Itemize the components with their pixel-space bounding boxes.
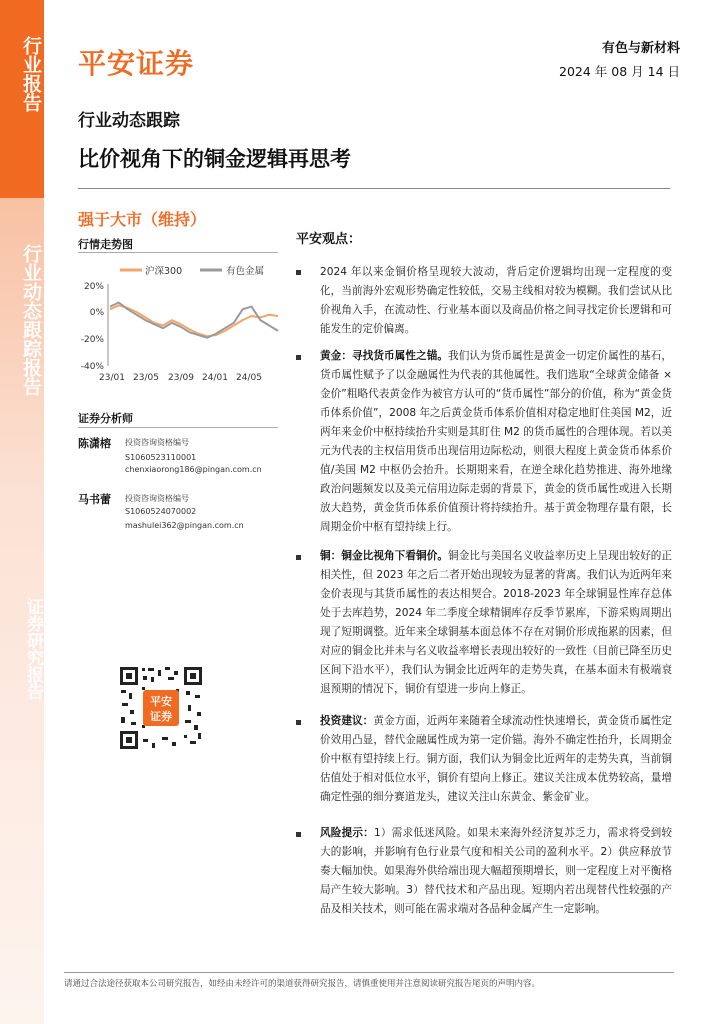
- analyst-cert-label: 投资咨询资格编号: [125, 438, 189, 447]
- sidebar-research-label: 证券研究报告: [23, 598, 43, 700]
- bullet-icon: [296, 832, 301, 837]
- chart-section-title: 行情走势图: [78, 238, 133, 251]
- report-date: 2024 年 08 月 14 日: [559, 64, 680, 79]
- paragraph-body: 2024 年以来金铜价格呈现较大波动，背后定价逻辑均出现一定程度的变化，当前海外宏观形势确定性较低，交易主线相对较为模糊。我们尝试从比价视角入手，在流动性、行业基本面以及商品价格之间寻找定价长逻辑和可能发生的定价偏离。: [320, 266, 672, 335]
- y-tick-label: 0%: [89, 308, 104, 318]
- x-tick-label: 24/01: [202, 373, 228, 383]
- company-logo: 平安证券: [78, 47, 195, 80]
- doc-type: 行业动态跟踪: [78, 111, 180, 131]
- view-paragraph: [320, 547, 672, 699]
- legend-label-metals: 有色金属: [226, 266, 265, 277]
- paragraph-lead: 风险提示：: [320, 827, 374, 839]
- paragraph-lead: 投资建议：: [320, 715, 374, 727]
- sidebar-report-category: 行业动态跟踪报告: [20, 244, 42, 396]
- y-tick-label: 20%: [83, 282, 104, 292]
- paragraph-body: 我们认为货币属性是黄金一切定价属性的基石，货币属性赋予了以金融属性为代表的其他属性。我们选取“全球黄金储备 ×金价”粗略代表黄金作为被官方认可的“货币属性”部分的价值，称为“黄金货币体系价值”，2008 年之后黄金货币体系价值相对稳定地盯住美国 M2，近两年来金价中枢持续抬升实则是其盯住 M2 的货币属性的合理体现。若以美元为代表的主权信用货币出现信用边际松动，则很大程度上黄金货币体系价值/美国 M2 中枢仍会抬升。长期期来看，在逆全球化趋势推进、海外地缘政治问题频发以及美元信用边际走弱的背景下，黄金的货币属性或进入长期放大趋势，黄金货币体系价值预计将持续抬升。基于黄金物理存量有限，长周期金价中枢有望持续上行。: [320, 350, 673, 533]
- analyst-cert-number: S1060523110001: [125, 453, 197, 462]
- y-tick-label: -20%: [80, 335, 104, 345]
- rating-badge: 强于大市（维持）: [78, 210, 207, 229]
- footer-divider: [64, 972, 674, 973]
- industry-label: 有色与新材料: [601, 41, 680, 56]
- analyst-section-title: 证券分析师: [78, 412, 133, 425]
- x-tick-label: 23/05: [133, 373, 159, 383]
- analyst-divider: [78, 427, 278, 428]
- x-tick-label: 24/05: [236, 373, 262, 383]
- y-tick-label: -40%: [80, 362, 104, 372]
- view-paragraph: [320, 712, 672, 807]
- view-paragraph: [320, 347, 672, 537]
- analyst-cert-number: S1060524070002: [125, 507, 197, 516]
- page-title: 比价视角下的铜金逻辑再思考: [78, 147, 351, 171]
- svg-text:证券: 证券: [150, 710, 172, 723]
- analyst-name: 陈潇榕: [78, 437, 111, 450]
- bullet-icon: [296, 555, 301, 560]
- x-tick-label: 23/01: [99, 373, 125, 383]
- paragraph-lead: 铜：铜金比视角下看铜价。: [320, 550, 449, 562]
- x-tick-label: 23/09: [168, 373, 194, 383]
- bullet-icon: [296, 355, 301, 360]
- analyst-name: 马书蕾: [78, 493, 111, 506]
- analyst-email[interactable]: mashulei362@pingan.com.cn: [125, 521, 244, 530]
- header-divider: [78, 188, 670, 189]
- bullet-icon: [296, 720, 301, 725]
- paragraph-body: 黄金方面，近两年来随着全球流动性快速增长，黄金货币属性定价效用凸显，替代金融属性成为第一定价锚。海外不确定性抬升，长周期金价中枢有望持续上行。铜方面，我们认为铜金比近两年的走势失真，当前铜估值处于相对低位水平，铜价有望向上修正。建议关注成本优势较高，量增确定性强的细分赛道龙头，建议关注山东黄金、紫金矿业。: [320, 715, 673, 803]
- analyst-email[interactable]: chenxiaorong186@pingan.com.cn: [125, 465, 262, 474]
- market-trend-chart: [78, 258, 282, 388]
- paragraph-body: 1）需求低迷风险。如果未来海外经济复苏乏力，需求将受到较大的影响，并影响有色行业景气度和相关公司的盈利水平。2）供应释放节奏大幅加快。如果海外供给端出现大幅超预期增长，则一定程度上对平衡格局产生较大影响。3）替代技术和产品出现。短期内若出现替代性较强的产品及相关技术，则可能在需求端对各品种金属产生一定影响。: [320, 827, 672, 915]
- view-paragraph: [320, 263, 672, 339]
- qr-code[interactable]: [118, 665, 204, 751]
- bullet-icon: [296, 270, 301, 275]
- paragraph-lead: 黄金：寻找货币属性之锚。: [320, 350, 449, 362]
- svg-text:平安: 平安: [150, 695, 172, 708]
- footer-disclaimer: 请通过合法途径获取本公司研究报告，如经由未经许可的渠道获得研究报告，请慎重使用并注意阅读研究报告尾页的声明内容。: [64, 979, 541, 989]
- analyst-cert-label: 投资咨询资格编号: [125, 494, 189, 503]
- chart-title-divider: [78, 252, 278, 253]
- view-paragraph: [320, 824, 672, 919]
- paragraph-body: 铜金比与美国名义收益率历史上呈现出较好的正相关性，但 2023 年之后二者开始出现较为显著的背离。我们认为近两年来金价表现与其货币属性的表达相契合。2018-2023 年全球铜显性库存总体处于去库趋势，2024 年二季度全球精铜库存反季节累库，下游采购周期出现了短期调整。近年来全球铜基本面总体不存在对铜价形成拖累的因素，但对应的铜金比并未与名义收益率增长表现出较好的一致性（目前已降至历史区间下沿水平），我们认为铜金比近两年的走势失真，在基本面未有极端衰退预期的情况下，铜价有望进一步向上修正。: [320, 550, 673, 695]
- sidebar-report-type: 行业报告: [20, 36, 42, 112]
- legend-label-hs300: 沪深300: [145, 266, 183, 277]
- view-section-title: 平安观点：: [296, 232, 362, 247]
